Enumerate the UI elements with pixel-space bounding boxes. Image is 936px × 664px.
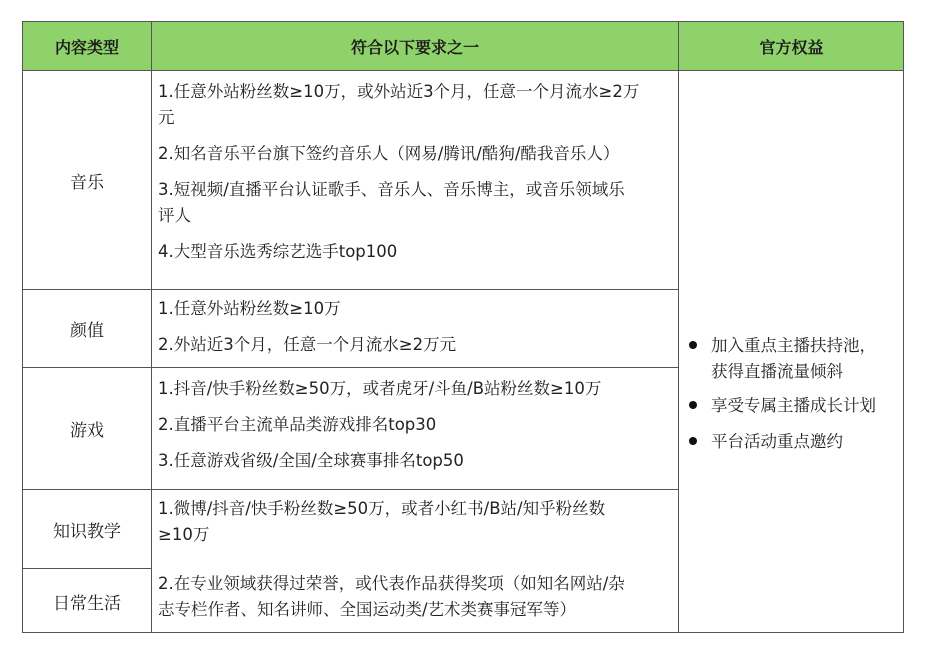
type-cell-knowledge [22, 489, 151, 568]
type-cell-appearance [22, 289, 151, 367]
requirements-cell-knowledge [151, 489, 678, 568]
requirement-line: ≥10万 [158, 525, 210, 544]
requirement-line: 4.大型音乐选秀综艺选手top100 [158, 242, 398, 261]
bullet-icon [689, 437, 697, 445]
header-benefits-label: 官方权益 [759, 37, 824, 57]
requirements-cell-gaming [151, 367, 678, 489]
bullet-icon [689, 341, 697, 349]
type-cell-gaming [22, 367, 151, 489]
type-label-appearance: 颜值 [70, 321, 104, 341]
bullet-icon [689, 401, 697, 409]
type-cell-daily-life [22, 568, 151, 633]
benefit-item [685, 393, 876, 419]
requirement-line: 2.直播平台主流单品类游戏排名top30 [158, 415, 437, 434]
benefit-text: 平台活动重点邀约 [711, 432, 843, 451]
header-content-type [22, 21, 151, 70]
requirement-line: 3.任意游戏省级/全国/全球赛事排名top50 [158, 451, 464, 470]
benefits-cell [678, 70, 904, 633]
requirement-line: 志专栏作者、知名讲师、全国运动类/艺术类赛事冠军等） [158, 600, 577, 619]
header-requirements [151, 21, 678, 70]
benefit-item-continuation [685, 359, 876, 385]
benefit-text: 加入重点主播扶持池， [711, 336, 876, 355]
requirements-cell-daily-life [151, 568, 678, 633]
table-grid [22, 21, 904, 633]
requirement-line: 2.在专业领域获得过荣誉，或代表作品获得奖项（如知名网站/杂 [158, 574, 625, 593]
requirement-line: 2.知名音乐平台旗下签约音乐人（网易/腾讯/酷狗/酷我音乐人） [158, 144, 620, 163]
requirements-cell-appearance [151, 289, 678, 367]
requirement-line: 元 [158, 108, 175, 127]
requirements-cell-music [151, 70, 678, 289]
requirement-line: 3.短视频/直播平台认证歌手、音乐人、音乐博主，或音乐领域乐 [158, 180, 625, 199]
type-cell-music [22, 70, 151, 289]
creator-requirements-table [22, 21, 904, 633]
type-label-knowledge: 知识教学 [53, 521, 121, 542]
header-requirements-label: 符合以下要求之一 [350, 37, 479, 57]
requirement-line: 1.任意外站粉丝数≥10万，或外站近3个月，任意一个月流水≥2万 [158, 82, 640, 101]
type-label-music: 音乐 [70, 172, 104, 193]
header-benefits [678, 21, 904, 70]
benefit-item [685, 429, 876, 455]
benefit-item [685, 333, 876, 359]
requirement-line: 评人 [158, 206, 191, 225]
requirement-line: 1.任意外站粉丝数≥10万 [158, 299, 341, 318]
requirement-line: 1.抖音/快手粉丝数≥50万，或者虎牙/斗鱼/B站粉丝数≥10万 [158, 379, 602, 398]
type-label-gaming: 游戏 [70, 421, 104, 441]
benefit-text: 享受专属主播成长计划 [711, 396, 876, 415]
header-content-type-label: 内容类型 [54, 37, 119, 57]
requirement-line: 2.外站近3个月，任意一个月流水≥2万元 [158, 335, 457, 354]
type-label-daily-life: 日常生活 [53, 593, 121, 614]
benefits-list [685, 333, 876, 465]
requirement-line: 1.微博/抖音/快手粉丝数≥50万，或者小红书/B站/知乎粉丝数 [158, 499, 606, 518]
benefit-text: 获得直播流量倾斜 [711, 362, 843, 381]
